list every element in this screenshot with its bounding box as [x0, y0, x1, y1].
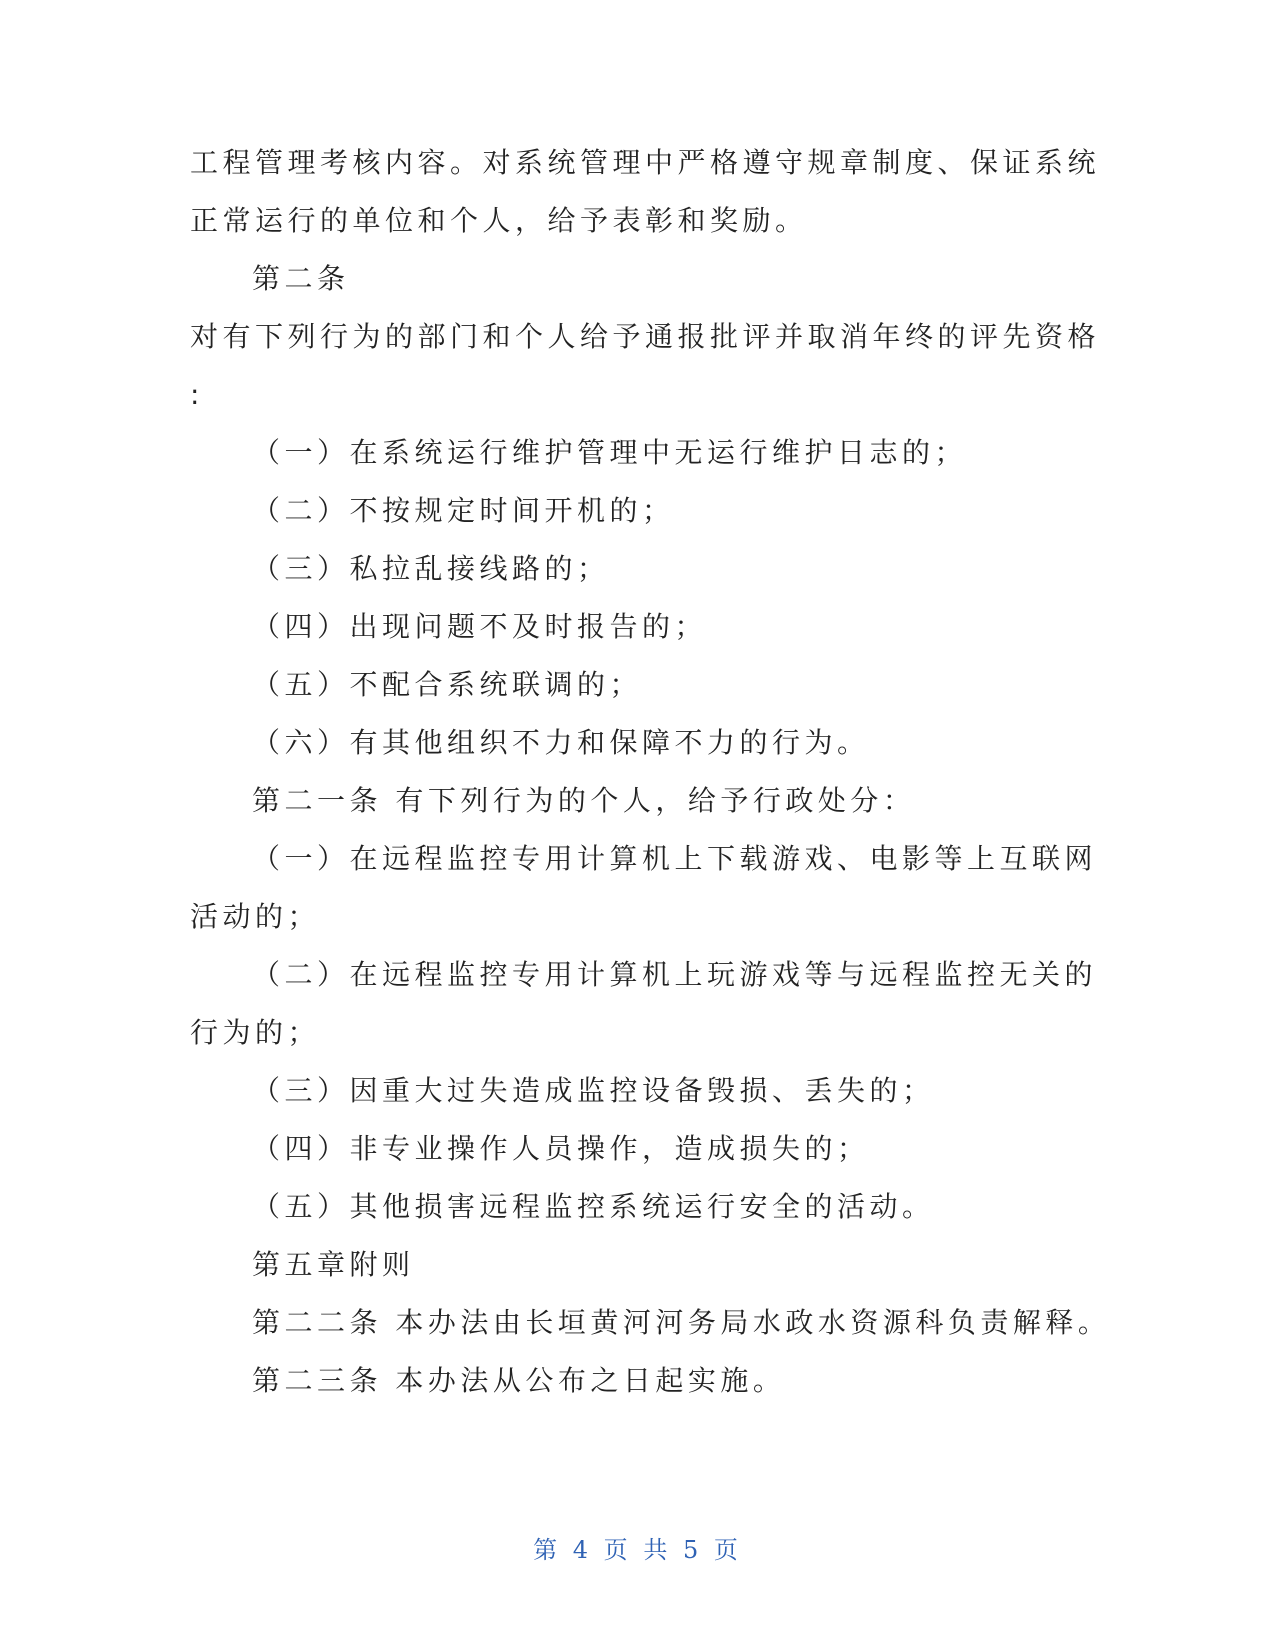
article-heading: 第二条 [252, 262, 350, 295]
list-item: （三）私拉乱接线路的； [252, 552, 610, 585]
list-item: （三）因重大过失造成监控设备毁损、丢失的； [252, 1074, 935, 1107]
footer-total-word: 共 [643, 1536, 672, 1564]
article-heading: 第二二条 本办法由长垣黄河河务局水政水资源科负责解释。 [252, 1306, 1111, 1339]
list-item: （二）在远程监控专用计算机上玩游戏等与远程监控无关的 [252, 958, 1098, 991]
list-item: （一）在远程监控专用计算机上下载游戏、电影等上互联网 [252, 842, 1098, 875]
total-pages-number: 5 [682, 1536, 703, 1564]
body-text-line: 工程管理考核内容。对系统管理中严格遵守规章制度、保证系统 [190, 146, 1101, 179]
footer-page-word-2: 页 [713, 1536, 742, 1564]
list-item-continuation: 行为的； [190, 1016, 321, 1049]
page-footer [0, 1535, 1275, 1565]
footer-page-word: 页 [603, 1536, 632, 1564]
list-item: （五）其他损害远程监控系统运行安全的活动。 [252, 1190, 935, 1223]
list-item: （五）不配合系统联调的； [252, 668, 643, 701]
list-item: （一）在系统运行维护管理中无运行维护日志的； [252, 436, 968, 469]
article-heading: 第二一条 有下列行为的个人，给予行政处分： [252, 784, 916, 817]
current-page-number: 4 [572, 1536, 593, 1564]
body-text-line: : [190, 378, 204, 411]
list-item: （四）出现问题不及时报告的； [252, 610, 708, 643]
list-item: （六）有其他组织不力和保障不力的行为。 [252, 726, 870, 759]
list-item-continuation: 活动的； [190, 900, 321, 933]
body-text-line: 对有下列行为的部门和个人给予通报批评并取消年终的评先资格 [190, 320, 1101, 353]
list-item: （四）非专业操作人员操作，造成损失的； [252, 1132, 870, 1165]
chapter-heading: 第五章附则 [252, 1248, 415, 1281]
body-text-line: 正常运行的单位和个人，给予表彰和奖励。 [190, 204, 808, 237]
footer-prefix: 第 [533, 1536, 562, 1564]
article-heading: 第二三条 本办法从公布之日起实施。 [252, 1364, 786, 1397]
list-item: （二）不按规定时间开机的； [252, 494, 675, 527]
